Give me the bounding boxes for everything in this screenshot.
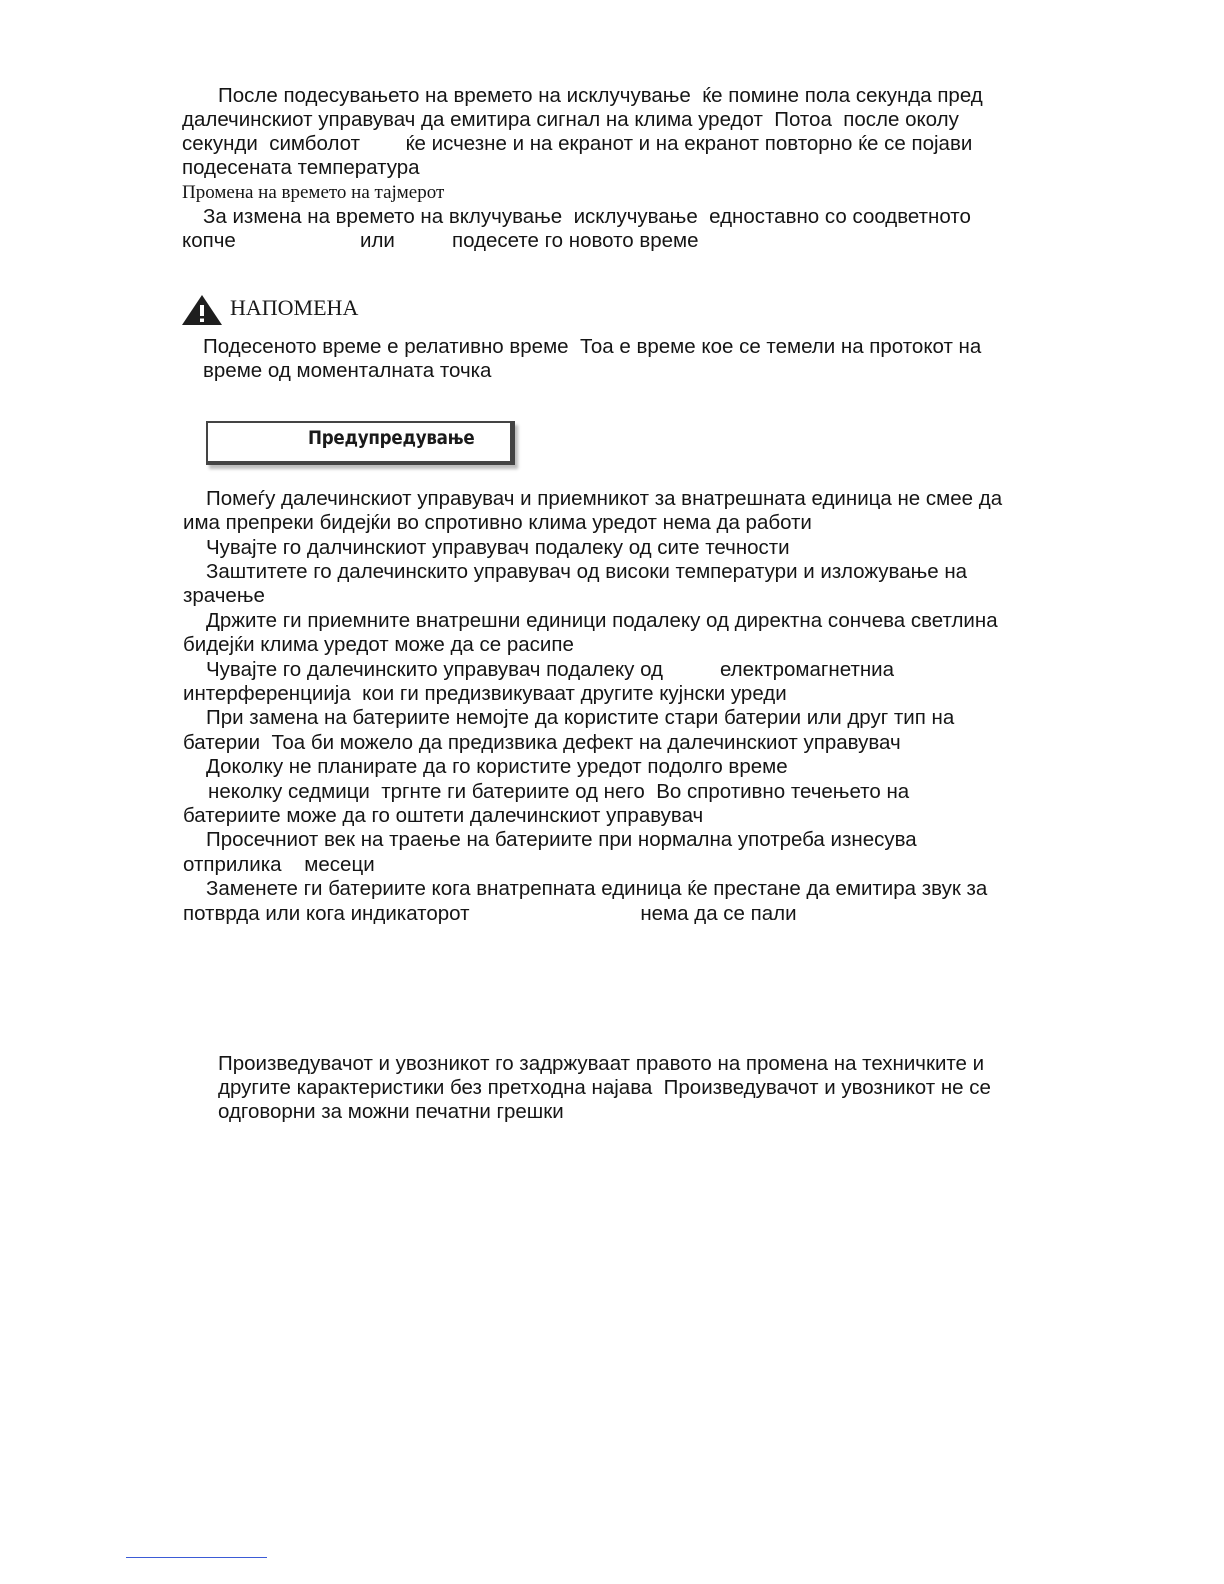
text-line: копче bbox=[182, 229, 236, 252]
text-line: одговорни за можни печатни грешки bbox=[218, 1100, 564, 1123]
warning-triangle-icon bbox=[181, 293, 223, 327]
text-line: далечинскиот управувач да емитира сигнал на клима уредот Потоа после околу bbox=[182, 108, 959, 131]
text-line: има препреки бидејќи во спротивно клима уредот нема да работи bbox=[183, 511, 812, 534]
text-line: подесете го новото време bbox=[452, 229, 699, 252]
text-line: За измена на времето на вклучување исклучување едноставно со соодветното bbox=[203, 205, 971, 228]
list-item: Доколку не планирате да го користите уредот подолго време bbox=[206, 755, 788, 778]
text-line: бидејќи клима уредот може да се расипе bbox=[183, 633, 574, 656]
list-item: Просечниот век на траење на батериите при нормална употреба изнесува bbox=[206, 828, 917, 851]
list-item: Чувајте го далчинскиот управувач подалеку од сите течности bbox=[206, 536, 790, 559]
text-line: После подесувањето на времето на исклучување ќе помине пола секунда пред bbox=[218, 84, 983, 107]
text-line: неколку седмици тргнте ги батериите од него Во спротивно течењето на bbox=[208, 780, 910, 803]
text-line: време од моменталната точка bbox=[203, 359, 492, 382]
list-item: Заштитете го далечинскито управувач од високи температури и изложување на bbox=[206, 560, 968, 583]
text-line: отприлика месеци bbox=[183, 853, 375, 876]
text-line: подесената температура bbox=[182, 156, 420, 179]
list-item: Чувајте го далечинскито управувач подалеку од електромагнетниа bbox=[206, 658, 895, 681]
warning-banner bbox=[206, 421, 515, 465]
note-title: НАПОМЕНА bbox=[230, 295, 359, 320]
text-line: секунди симболот ќе исчезне и на екранот и на екранот повторно ќе се појави bbox=[182, 132, 973, 155]
footer-rule bbox=[126, 1557, 267, 1558]
text-line: зрачење bbox=[183, 584, 265, 607]
change-timer-heading: Промена на времето на тајмерот bbox=[182, 182, 445, 203]
text-line: Подесеното време е релативно време Тоа е време кое се темели на протокот на bbox=[203, 335, 982, 358]
text-line: батерии Тоа би можело да предизвика дефект на далечинскиот управувач bbox=[183, 731, 901, 754]
text-line: батериите може да го оштети далечинскиот управувач bbox=[183, 804, 704, 827]
list-item: При замена на батериите немојте да користите стари батерии или друг тип на bbox=[206, 706, 955, 729]
list-item: Заменете ги батериите кога внатрепната единица ќе престане да емитира звук за bbox=[206, 877, 988, 900]
text-line: другите карактеристики без претходна најава Произведувачот и увозникот не се bbox=[218, 1076, 991, 1099]
warning-label: Предупредување bbox=[308, 427, 475, 449]
text-line: или bbox=[360, 229, 395, 252]
list-item: Помеѓу далечинскиот управувач и приемникот за внатрешната единица не смее да bbox=[206, 487, 1003, 510]
text-line: Произведувачот и увозникот го задржуваат правото на промена на техничките и bbox=[218, 1052, 985, 1075]
list-item: Држите ги приемните внатрешни единици подалеку од директна сончева светлина bbox=[206, 609, 998, 632]
text-line: потврда или кога индикаторот нема да се пали bbox=[183, 902, 797, 925]
text-line: интерференциија кои ги предизвикуваат другите кујнски уреди bbox=[183, 682, 787, 705]
